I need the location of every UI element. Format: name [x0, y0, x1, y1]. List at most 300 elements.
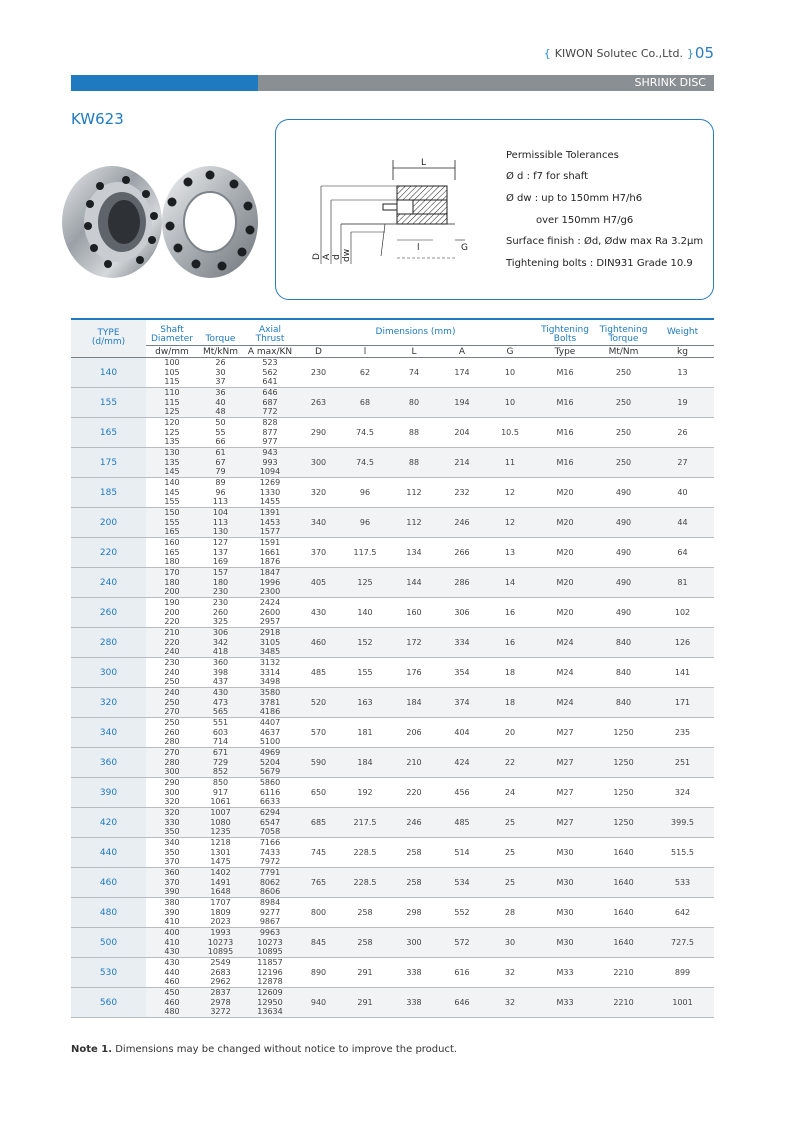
cell-dim-l: 291 — [357, 998, 373, 1007]
cell-dim-G: 16 — [504, 608, 516, 617]
cell-dim-L: 112 — [406, 518, 422, 527]
cell-bolt-torque: 840 — [615, 698, 632, 707]
cell-axial-thrust: 8984 9277 9867 — [259, 898, 281, 927]
cell-shaft-diameter: 270 280 300 — [164, 748, 180, 777]
cell-bolt-torque: 490 — [615, 548, 632, 557]
cell-dim-D: 230 — [310, 368, 327, 377]
cell-weight: 515.5 — [671, 848, 694, 857]
cell-bolt-type: M24 — [556, 638, 574, 647]
table-row — [71, 838, 714, 868]
cell-dim-A: 194 — [454, 398, 470, 407]
col-axial-thrust: Axial Thrust — [255, 325, 285, 344]
table-row — [71, 658, 714, 688]
cell-shaft-diameter: 380 390 410 — [164, 898, 180, 927]
spec-table — [71, 318, 714, 1018]
table-row — [71, 628, 714, 658]
cell-shaft-diameter: 210 220 240 — [164, 628, 180, 657]
cell-axial-thrust: 523 562 641 — [262, 358, 278, 387]
cell-bolt-type: M24 — [556, 668, 574, 677]
cell-dim-l: 96 — [359, 518, 371, 527]
cell-dim-G: 22 — [504, 758, 516, 767]
cell-dim-L: 80 — [408, 398, 420, 407]
cell-type: 260 — [71, 598, 146, 628]
section-band — [71, 75, 714, 91]
cell-torque: 89 96 113 — [212, 478, 229, 507]
cell-bolt-torque: 490 — [615, 578, 632, 587]
cell-bolt-type: M30 — [556, 848, 574, 857]
cell-axial-thrust: 2918 3105 3485 — [259, 628, 281, 657]
cell-weight: 27 — [677, 458, 688, 467]
cell-axial-thrust: 828 877 977 — [262, 418, 278, 447]
cell-bolt-torque: 1640 — [613, 878, 634, 887]
cell-bolt-torque: 2210 — [613, 968, 634, 977]
cell-axial-thrust: 7791 8062 8606 — [259, 868, 281, 897]
cell-dim-G: 10 — [504, 368, 516, 377]
cell-torque: 306 342 418 — [212, 628, 229, 657]
cell-dim-D: 340 — [310, 518, 327, 527]
cell-torque: 850 917 1061 — [210, 778, 231, 807]
cell-shaft-diameter: 140 145 155 — [164, 478, 180, 507]
cell-bolt-type: M16 — [556, 458, 574, 467]
cell-bolt-type: M27 — [556, 818, 574, 827]
cell-axial-thrust: 12609 12950 13634 — [257, 988, 283, 1017]
cell-dim-A: 646 — [454, 998, 470, 1007]
cell-weight: 171 — [674, 698, 691, 707]
cell-dim-L: 160 — [406, 608, 422, 617]
tolerance-dw-up: Ø dw : up to 150mm H7/h6 — [506, 193, 643, 204]
cell-dim-D: 890 — [310, 968, 327, 977]
cell-torque: 26 30 37 — [215, 358, 226, 387]
svg-text:D: D — [312, 253, 322, 260]
cell-dim-A: 534 — [454, 878, 470, 887]
cell-axial-thrust: 11857 12196 12878 — [257, 958, 283, 987]
cell-torque: 1993 10273 10895 — [207, 928, 234, 957]
cell-bolt-type: M33 — [556, 998, 574, 1007]
col-type: TYPE (d/mm) — [71, 319, 146, 358]
cell-torque: 430 473 565 — [212, 688, 229, 717]
surface-finish: Surface finish : Ød, Ødw max Ra 3.2μm — [506, 236, 704, 247]
cell-bolt-type: M20 — [556, 488, 574, 497]
cell-shaft-diameter: 400 410 430 — [164, 928, 180, 957]
cell-dim-l: 192 — [357, 788, 373, 797]
cell-shaft-diameter: 290 300 320 — [164, 778, 180, 807]
cell-dim-l: 117.5 — [353, 548, 377, 557]
bracket-right: } — [687, 47, 694, 60]
table-row — [71, 538, 714, 568]
cell-torque: 104 113 130 — [212, 508, 229, 537]
cell-type: 500 — [71, 928, 146, 958]
cell-dim-A: 616 — [454, 968, 470, 977]
cell-bolt-type: M24 — [556, 698, 574, 707]
cell-dim-l: 258 — [357, 908, 373, 917]
cell-shaft-diameter: 190 200 220 — [164, 598, 180, 627]
cell-dim-L: 338 — [406, 998, 422, 1007]
cell-dim-l: 181 — [357, 728, 373, 737]
cell-type: 240 — [71, 568, 146, 598]
cell-dim-D: 520 — [310, 698, 327, 707]
cell-dim-A: 204 — [454, 428, 470, 437]
cell-axial-thrust: 1391 1453 1577 — [259, 508, 281, 537]
cell-dim-A: 334 — [454, 638, 470, 647]
cell-type: 440 — [71, 838, 146, 868]
cell-torque: 551 603 714 — [212, 718, 229, 747]
cell-weight: 44 — [677, 518, 688, 527]
cell-dim-D: 590 — [310, 758, 327, 767]
cell-dim-A: 306 — [454, 608, 470, 617]
cell-shaft-diameter: 120 125 135 — [164, 418, 180, 447]
cell-dim-G: 25 — [504, 848, 516, 857]
cell-dim-L: 258 — [406, 848, 422, 857]
cell-dim-A: 485 — [454, 818, 470, 827]
cell-type: 220 — [71, 538, 146, 568]
cell-weight: 899 — [674, 968, 691, 977]
cell-axial-thrust: 9963 10273 10895 — [257, 928, 283, 957]
cell-dim-D: 430 — [310, 608, 327, 617]
cell-torque: 1707 1809 2023 — [210, 898, 231, 927]
cell-axial-thrust: 4407 4637 5100 — [259, 718, 281, 747]
tolerance-d: Ø d : f7 for shaft — [506, 171, 589, 182]
cell-dim-L: 176 — [406, 668, 422, 677]
cell-dim-l: 125 — [357, 578, 373, 587]
table-row — [71, 688, 714, 718]
table-row — [71, 988, 714, 1018]
cell-dim-A: 174 — [454, 368, 470, 377]
cell-bolt-type: M30 — [556, 938, 574, 947]
unit-cell: G — [486, 346, 534, 358]
cell-bolt-torque: 1250 — [613, 728, 634, 737]
cell-type: 530 — [71, 958, 146, 988]
cell-shaft-diameter: 360 370 390 — [164, 868, 180, 897]
cell-weight: 533 — [674, 878, 691, 887]
unit-cell: kg — [651, 346, 714, 358]
cell-dim-A: 246 — [454, 518, 470, 527]
cell-type: 175 — [71, 448, 146, 478]
cell-dim-l: 155 — [357, 668, 373, 677]
cell-bolt-type: M20 — [556, 608, 574, 617]
company-name: KIWON Solutec Co.,Ltd. — [554, 47, 683, 60]
cell-dim-A: 424 — [454, 758, 470, 767]
cell-dim-A: 552 — [454, 908, 470, 917]
cell-dim-L: 338 — [406, 968, 422, 977]
cell-dim-L: 300 — [406, 938, 422, 947]
cell-bolt-type: M16 — [556, 428, 574, 437]
cell-shaft-diameter: 130 135 145 — [164, 448, 180, 477]
cell-dim-A: 266 — [454, 548, 470, 557]
cell-bolt-torque: 1250 — [613, 818, 634, 827]
cell-weight: 727.5 — [671, 938, 694, 947]
col-weight: Weight — [666, 326, 699, 337]
cell-type: 340 — [71, 718, 146, 748]
note-label: Note 1. — [71, 1044, 113, 1055]
cell-bolt-torque: 840 — [615, 638, 632, 647]
cell-dim-D: 940 — [310, 998, 327, 1007]
cell-dim-L: 184 — [406, 698, 422, 707]
shrink-disc-photo — [60, 160, 265, 290]
cell-bolt-type: M27 — [556, 758, 574, 767]
unit-cell: L — [390, 346, 438, 358]
cell-torque: 127 137 169 — [212, 538, 229, 567]
cell-dim-D: 320 — [310, 488, 327, 497]
cell-dim-G: 12 — [504, 488, 516, 497]
table-row — [71, 808, 714, 838]
cell-bolt-torque: 1250 — [613, 758, 634, 767]
cell-type: 360 — [71, 748, 146, 778]
cell-dim-G: 12 — [504, 518, 516, 527]
unit-cell: l — [340, 346, 390, 358]
cell-dim-l: 163 — [357, 698, 373, 707]
cell-bolt-torque: 2210 — [613, 998, 634, 1007]
cell-dim-D: 460 — [310, 638, 327, 647]
cell-torque: 1007 1080 1235 — [210, 808, 231, 837]
cell-bolt-torque: 250 — [615, 428, 632, 437]
cell-bolt-type: M27 — [556, 788, 574, 797]
cell-weight: 251 — [674, 758, 691, 767]
tolerance-dw-over: over 150mm H7/g6 — [536, 215, 634, 226]
cell-shaft-diameter: 160 165 180 — [164, 538, 180, 567]
svg-text:dw: dw — [342, 248, 352, 262]
cell-type: 185 — [71, 478, 146, 508]
cell-shaft-diameter: 100 105 115 — [164, 358, 180, 387]
cell-bolt-torque: 250 — [615, 368, 632, 377]
cell-dim-G: 30 — [504, 938, 516, 947]
spec-table-body — [71, 358, 714, 1018]
svg-text:l: l — [417, 243, 420, 253]
cell-bolt-torque: 1640 — [613, 938, 634, 947]
cell-type: 560 — [71, 988, 146, 1018]
cell-weight: 642 — [674, 908, 691, 917]
col-torque: Torque — [205, 334, 236, 344]
cell-axial-thrust: 3580 3781 4186 — [259, 688, 281, 717]
cell-axial-thrust: 1269 1330 1455 — [259, 478, 281, 507]
cell-torque: 671 729 852 — [212, 748, 229, 777]
cell-dim-G: 28 — [504, 908, 516, 917]
cell-torque: 2837 2978 3272 — [210, 988, 231, 1017]
table-row — [71, 448, 714, 478]
cell-weight: 1001 — [672, 998, 693, 1007]
cell-dim-A: 514 — [454, 848, 470, 857]
cell-weight: 126 — [674, 638, 691, 647]
cell-type: 165 — [71, 418, 146, 448]
svg-text:L: L — [421, 158, 427, 168]
cell-dim-D: 650 — [310, 788, 327, 797]
col-shaft-diameter: Shaft Diameter — [150, 325, 194, 344]
cell-weight: 399.5 — [671, 818, 694, 827]
cell-dim-D: 745 — [310, 848, 327, 857]
cell-dim-l: 228.5 — [353, 878, 377, 887]
cell-dim-G: 32 — [504, 998, 516, 1007]
cell-bolt-torque: 250 — [615, 398, 632, 407]
cross-section-diagram — [305, 156, 480, 271]
cell-dim-G: 24 — [504, 788, 516, 797]
cell-dim-G: 14 — [504, 578, 516, 587]
cell-dim-D: 845 — [310, 938, 327, 947]
cell-dim-A: 232 — [454, 488, 470, 497]
svg-text:d: d — [332, 254, 342, 260]
cell-weight: 81 — [677, 578, 688, 587]
cell-axial-thrust: 5860 6116 6633 — [259, 778, 281, 807]
cell-axial-thrust: 2424 2600 2957 — [259, 598, 281, 627]
cell-type: 320 — [71, 688, 146, 718]
cell-type: 300 — [71, 658, 146, 688]
cell-torque: 1402 1491 1648 — [210, 868, 231, 897]
bracket-left: { — [543, 47, 551, 60]
cell-dim-G: 18 — [504, 698, 516, 707]
cell-dim-A: 214 — [454, 458, 470, 467]
cell-shaft-diameter: 110 115 125 — [164, 388, 180, 417]
col-tightening-torque: Tightening Torque — [599, 325, 648, 344]
cell-dim-G: 20 — [504, 728, 516, 737]
cell-shaft-diameter: 150 155 165 — [164, 508, 180, 537]
cell-torque: 50 55 66 — [215, 418, 226, 447]
cell-shaft-diameter: 250 260 280 — [164, 718, 180, 747]
cell-dim-G: 18 — [504, 668, 516, 677]
table-row — [71, 898, 714, 928]
cell-axial-thrust: 6294 6547 7058 — [259, 808, 281, 837]
cell-shaft-diameter: 340 350 370 — [164, 838, 180, 867]
cell-type: 460 — [71, 868, 146, 898]
unit-cell: A max/KN — [243, 346, 297, 358]
cell-bolt-torque: 840 — [615, 668, 632, 677]
cell-torque: 61 67 79 — [215, 448, 226, 477]
note-text: Dimensions may be changed without notice to improve the product. — [115, 1044, 458, 1055]
cell-type: 420 — [71, 808, 146, 838]
tolerance-heading: Permissible Tolerances — [506, 150, 619, 161]
cell-bolt-torque: 490 — [615, 488, 632, 497]
cell-bolt-torque: 1250 — [613, 788, 634, 797]
cell-dim-A: 354 — [454, 668, 470, 677]
cell-dim-L: 210 — [406, 758, 422, 767]
cell-dim-D: 300 — [310, 458, 327, 467]
table-row — [71, 478, 714, 508]
footnote — [71, 1044, 457, 1055]
cell-dim-G: 25 — [504, 818, 516, 827]
cell-weight: 64 — [677, 548, 688, 557]
cell-axial-thrust: 943 993 1094 — [259, 448, 281, 477]
cell-dim-D: 800 — [310, 908, 327, 917]
cell-axial-thrust: 1847 1996 2300 — [259, 568, 281, 597]
cell-dim-L: 112 — [406, 488, 422, 497]
cell-dim-G: 32 — [504, 968, 516, 977]
cell-axial-thrust: 646 687 772 — [262, 388, 278, 417]
cell-weight: 13 — [677, 368, 688, 377]
cell-dim-l: 74.5 — [356, 458, 374, 467]
model-title: KW623 — [71, 110, 124, 128]
cell-dim-D: 765 — [310, 878, 327, 887]
cell-dim-G: 13 — [504, 548, 516, 557]
cell-bolt-torque: 490 — [615, 518, 632, 527]
cell-bolt-type: M20 — [556, 578, 574, 587]
cell-torque: 2549 2683 2962 — [210, 958, 231, 987]
cell-dim-l: 140 — [357, 608, 373, 617]
cell-bolt-type: M16 — [556, 368, 574, 377]
table-row — [71, 868, 714, 898]
section-title: SHRINK DISC — [634, 76, 706, 89]
cell-dim-G: 16 — [504, 638, 516, 647]
unit-cell: D — [297, 346, 340, 358]
cell-bolt-type: M20 — [556, 518, 574, 527]
col-dimensions: Dimensions (mm) — [375, 326, 456, 337]
cell-bolt-type: M30 — [556, 878, 574, 887]
cell-dim-G: 10 — [504, 398, 516, 407]
cell-dim-l: 62 — [359, 368, 371, 377]
cell-bolt-type: M27 — [556, 728, 574, 737]
cell-dim-l: 68 — [359, 398, 371, 407]
cell-dim-D: 405 — [310, 578, 327, 587]
page-number: 05 — [694, 44, 714, 62]
cell-dim-l: 96 — [359, 488, 371, 497]
table-row — [71, 718, 714, 748]
cell-type: 480 — [71, 898, 146, 928]
cell-type: 140 — [71, 358, 146, 388]
cell-dim-L: 298 — [406, 908, 422, 917]
cell-shaft-diameter: 230 240 250 — [164, 658, 180, 687]
cell-bolt-type: M30 — [556, 908, 574, 917]
cell-dim-L: 144 — [406, 578, 422, 587]
cell-dim-l: 291 — [357, 968, 373, 977]
cell-torque: 1218 1301 1475 — [210, 838, 231, 867]
svg-text:G: G — [461, 243, 468, 253]
cell-dim-G: 25 — [504, 878, 516, 887]
cell-bolt-torque: 1640 — [613, 848, 634, 857]
cell-torque: 230 260 325 — [212, 598, 229, 627]
table-row — [71, 388, 714, 418]
cell-bolt-torque: 250 — [615, 458, 632, 467]
cell-bolt-torque: 1640 — [613, 908, 634, 917]
cell-dim-L: 246 — [406, 818, 422, 827]
table-row — [71, 358, 714, 388]
cell-dim-D: 263 — [310, 398, 327, 407]
cell-weight: 102 — [674, 608, 691, 617]
cell-shaft-diameter: 430 440 460 — [164, 958, 180, 987]
company-header — [540, 47, 698, 60]
cell-dim-D: 485 — [310, 668, 327, 677]
cell-type: 155 — [71, 388, 146, 418]
cell-bolt-type: M16 — [556, 398, 574, 407]
cell-dim-D: 290 — [310, 428, 327, 437]
cell-bolt-type: M20 — [556, 548, 574, 557]
cell-torque: 157 180 230 — [212, 568, 229, 597]
section-band-accent — [71, 75, 258, 91]
cell-dim-l: 228.5 — [353, 848, 377, 857]
cell-axial-thrust: 3132 3314 3498 — [259, 658, 281, 687]
cell-bolt-type: M33 — [556, 968, 574, 977]
cell-weight: 141 — [674, 668, 691, 677]
table-row — [71, 418, 714, 448]
cell-dim-L: 206 — [406, 728, 422, 737]
cell-dim-L: 172 — [406, 638, 422, 647]
cell-dim-D: 685 — [310, 818, 327, 827]
cell-dim-l: 184 — [357, 758, 373, 767]
cell-torque: 360 398 437 — [212, 658, 229, 687]
cell-weight: 19 — [677, 398, 688, 407]
cell-axial-thrust: 4969 5204 5679 — [259, 748, 281, 777]
cell-weight: 40 — [677, 488, 688, 497]
cell-dim-l: 74.5 — [356, 428, 374, 437]
unit-cell: Mt/Nm — [596, 346, 651, 358]
svg-text:A: A — [322, 253, 332, 260]
table-row — [71, 568, 714, 598]
cell-type: 200 — [71, 508, 146, 538]
cell-axial-thrust: 7166 7433 7972 — [259, 838, 281, 867]
cell-axial-thrust: 1591 1661 1876 — [259, 538, 281, 567]
cell-dim-G: 11 — [504, 458, 516, 467]
cell-dim-D: 570 — [310, 728, 327, 737]
cell-type: 390 — [71, 778, 146, 808]
cell-torque: 36 40 48 — [215, 388, 226, 417]
table-row — [71, 778, 714, 808]
cell-weight: 235 — [674, 728, 691, 737]
cell-shaft-diameter: 320 330 350 — [164, 808, 180, 837]
